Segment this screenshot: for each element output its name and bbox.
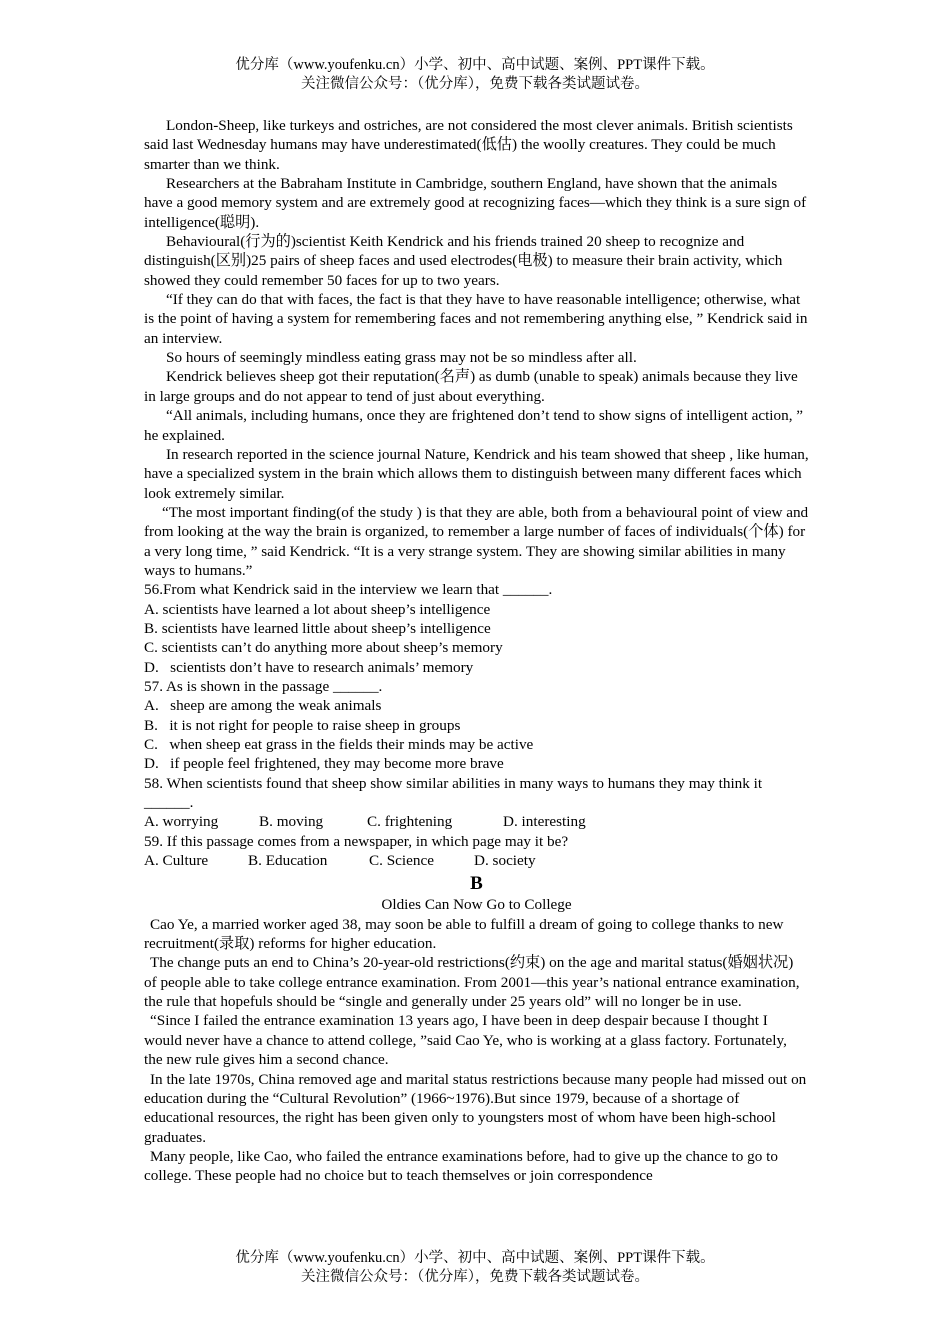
- option-b: B. Education: [248, 852, 328, 870]
- question-stem: 58. When scientists found that sheep show similar abilities in many ways to humans they may think it ______.: [144, 774, 763, 812]
- passage-title: Oldies Can Now Go to College: [381, 896, 572, 914]
- footer-line-2: 关注微信公众号：（优分库），免费下载各类试题试卷。: [301, 1269, 649, 1285]
- options-row: [144, 812, 809, 831]
- paragraph: In research reported in the science journal Nature, Kendrick and his team showed that sheep , like human, have a specialized system in the brain which allows them to distinguish between many different faces which look extremely similar.: [144, 445, 809, 502]
- option-c: C. frightening: [367, 813, 453, 831]
- page-header: [0, 56, 950, 94]
- option-d: D. scientists don’t have to research animals’ memory: [144, 658, 474, 676]
- passage-b: [144, 872, 809, 1185]
- options-row: [144, 851, 809, 870]
- option-a: A. worrying: [144, 813, 219, 831]
- question-57: [144, 677, 809, 774]
- paragraph: In the late 1970s, China removed age and marital status restrictions because many people had missed out on education during the “Cultural Revolution” (1966~1976).But since 1979, because of a shortage of educational resources, the right has been given only to youngsters most of whom have been high-school graduates.: [144, 1070, 807, 1146]
- option-d: D. if people feel frightened, they may become more brave: [144, 755, 504, 773]
- paragraph: The change puts an end to China’s 20-year-old restrictions(约束) on the age and marital status(婚姻状况) of people able to take college entrance examination. From 2001—this year’s national entrance examination, the rule that hopefuls should be “single and generally under 25 years old” will no longer be in use.: [144, 954, 800, 1011]
- option-a: A. sheep are among the weak animals: [144, 697, 382, 715]
- paragraph: Cao Ye, a married worker aged 38, may soon be able to fulfill a dream of going to college thanks to new recruitment(录取) reforms for higher education.: [144, 915, 784, 953]
- question-stem: 59. If this passage comes from a newspaper, in which page may it be?: [144, 832, 569, 850]
- paragraph: Many people, like Cao, who failed the entrance examinations before, had to give up the chance to go to college. These people had no choice but to teach themselves or join correspondence: [144, 1147, 778, 1185]
- option-c: C. scientists can’t do anything more about sheep’s memory: [144, 639, 503, 657]
- page-footer: [0, 1249, 950, 1287]
- option-b: B. scientists have learned little about sheep’s intelligence: [144, 619, 491, 637]
- paragraph: “The most important finding(of the study ) is that they are able, both from a behavioural point of view and from looking at the way the brain is organized, to remember a large number of faces of individuals(个体) for a very long time, ” said Kendrick. “It is a very strange system. They are showing similar abilities in many ways to humans.”: [144, 503, 809, 579]
- paragraph: So hours of seemingly mindless eating grass may not be so mindless after all.: [166, 349, 637, 367]
- option-a: A. Culture: [144, 852, 209, 870]
- option-c: C. when sheep eat grass in the fields their minds may be active: [144, 736, 534, 753]
- paragraph: Kendrick believes sheep got their reputation(名声) as dumb (unable to speak) animals because they live in large groups and do not appear to tend of just about everything.: [144, 368, 798, 405]
- option-b: B. it is not right for people to raise sheep in groups: [144, 716, 461, 734]
- question-58: [144, 774, 809, 832]
- option-d: D. interesting: [503, 813, 586, 831]
- paragraph: Behavioural(行为的)scientist Keith Kendrick and his friends trained 20 sheep to recognize and distinguish(区别)25 pairs of sheep faces and used electrodes(电极) to measure their brain activity, which showed they could remember 50 faces for up to two years.: [144, 233, 783, 289]
- section-label: B: [470, 873, 483, 895]
- passage-a: [144, 116, 809, 580]
- question-stem: 56.From what Kendrick said in the interview we learn that ______.: [144, 581, 553, 599]
- paragraph: London-Sheep, like turkeys and ostriches, are not considered the most clever animals. British scientists said last Wednesday humans may have underestimated(低估) the woolly creatures. They could be much smarter than we think.: [144, 117, 793, 173]
- paragraph: “Since I failed the entrance examination 13 years ago, I have been in deep despair because I thought I would never have a chance to attend college, ”said Cao Ye, who is working at a glass factory. Fortunately, the new rule gives him a second chance.: [144, 1012, 787, 1069]
- option-b: B. moving: [259, 813, 324, 831]
- paragraph: Researchers at the Babraham Institute in Cambridge, southern England, have shown that the animals have a good memory system and are extremely good at recognizing faces—which they think is a sure sign of intelligence(聪明).: [144, 175, 807, 231]
- question-56: [144, 580, 809, 677]
- option-d: D. society: [474, 852, 536, 870]
- document-body: [144, 116, 809, 1186]
- option-c: C. Science: [369, 852, 434, 870]
- footer-line-1: 优分库（www.youfenku.cn）小学、初中、高中试题、案例、PPT课件下载。: [235, 1250, 715, 1266]
- paragraph: “All animals, including humans, once they are frightened don’t tend to show signs of intelligent action, ” he explained.: [144, 407, 804, 444]
- header-line-1: 优分库（www.youfenku.cn）小学、初中、高中试题、案例、PPT课件下载。: [235, 57, 715, 73]
- option-a: A. scientists have learned a lot about sheep’s intelligence: [144, 600, 491, 618]
- paragraph: “If they can do that with faces, the fact is that they have to have reasonable intelligence; otherwise, what is the point of having a system for remembering faces and not remembering anything else, ” Kendrick said in an interview.: [144, 291, 808, 347]
- question-59: [144, 832, 809, 871]
- header-line-2: 关注微信公众号：（优分库），免费下载各类试题试卷。: [301, 76, 649, 92]
- question-stem: 57. As is shown in the passage ______.: [144, 677, 383, 695]
